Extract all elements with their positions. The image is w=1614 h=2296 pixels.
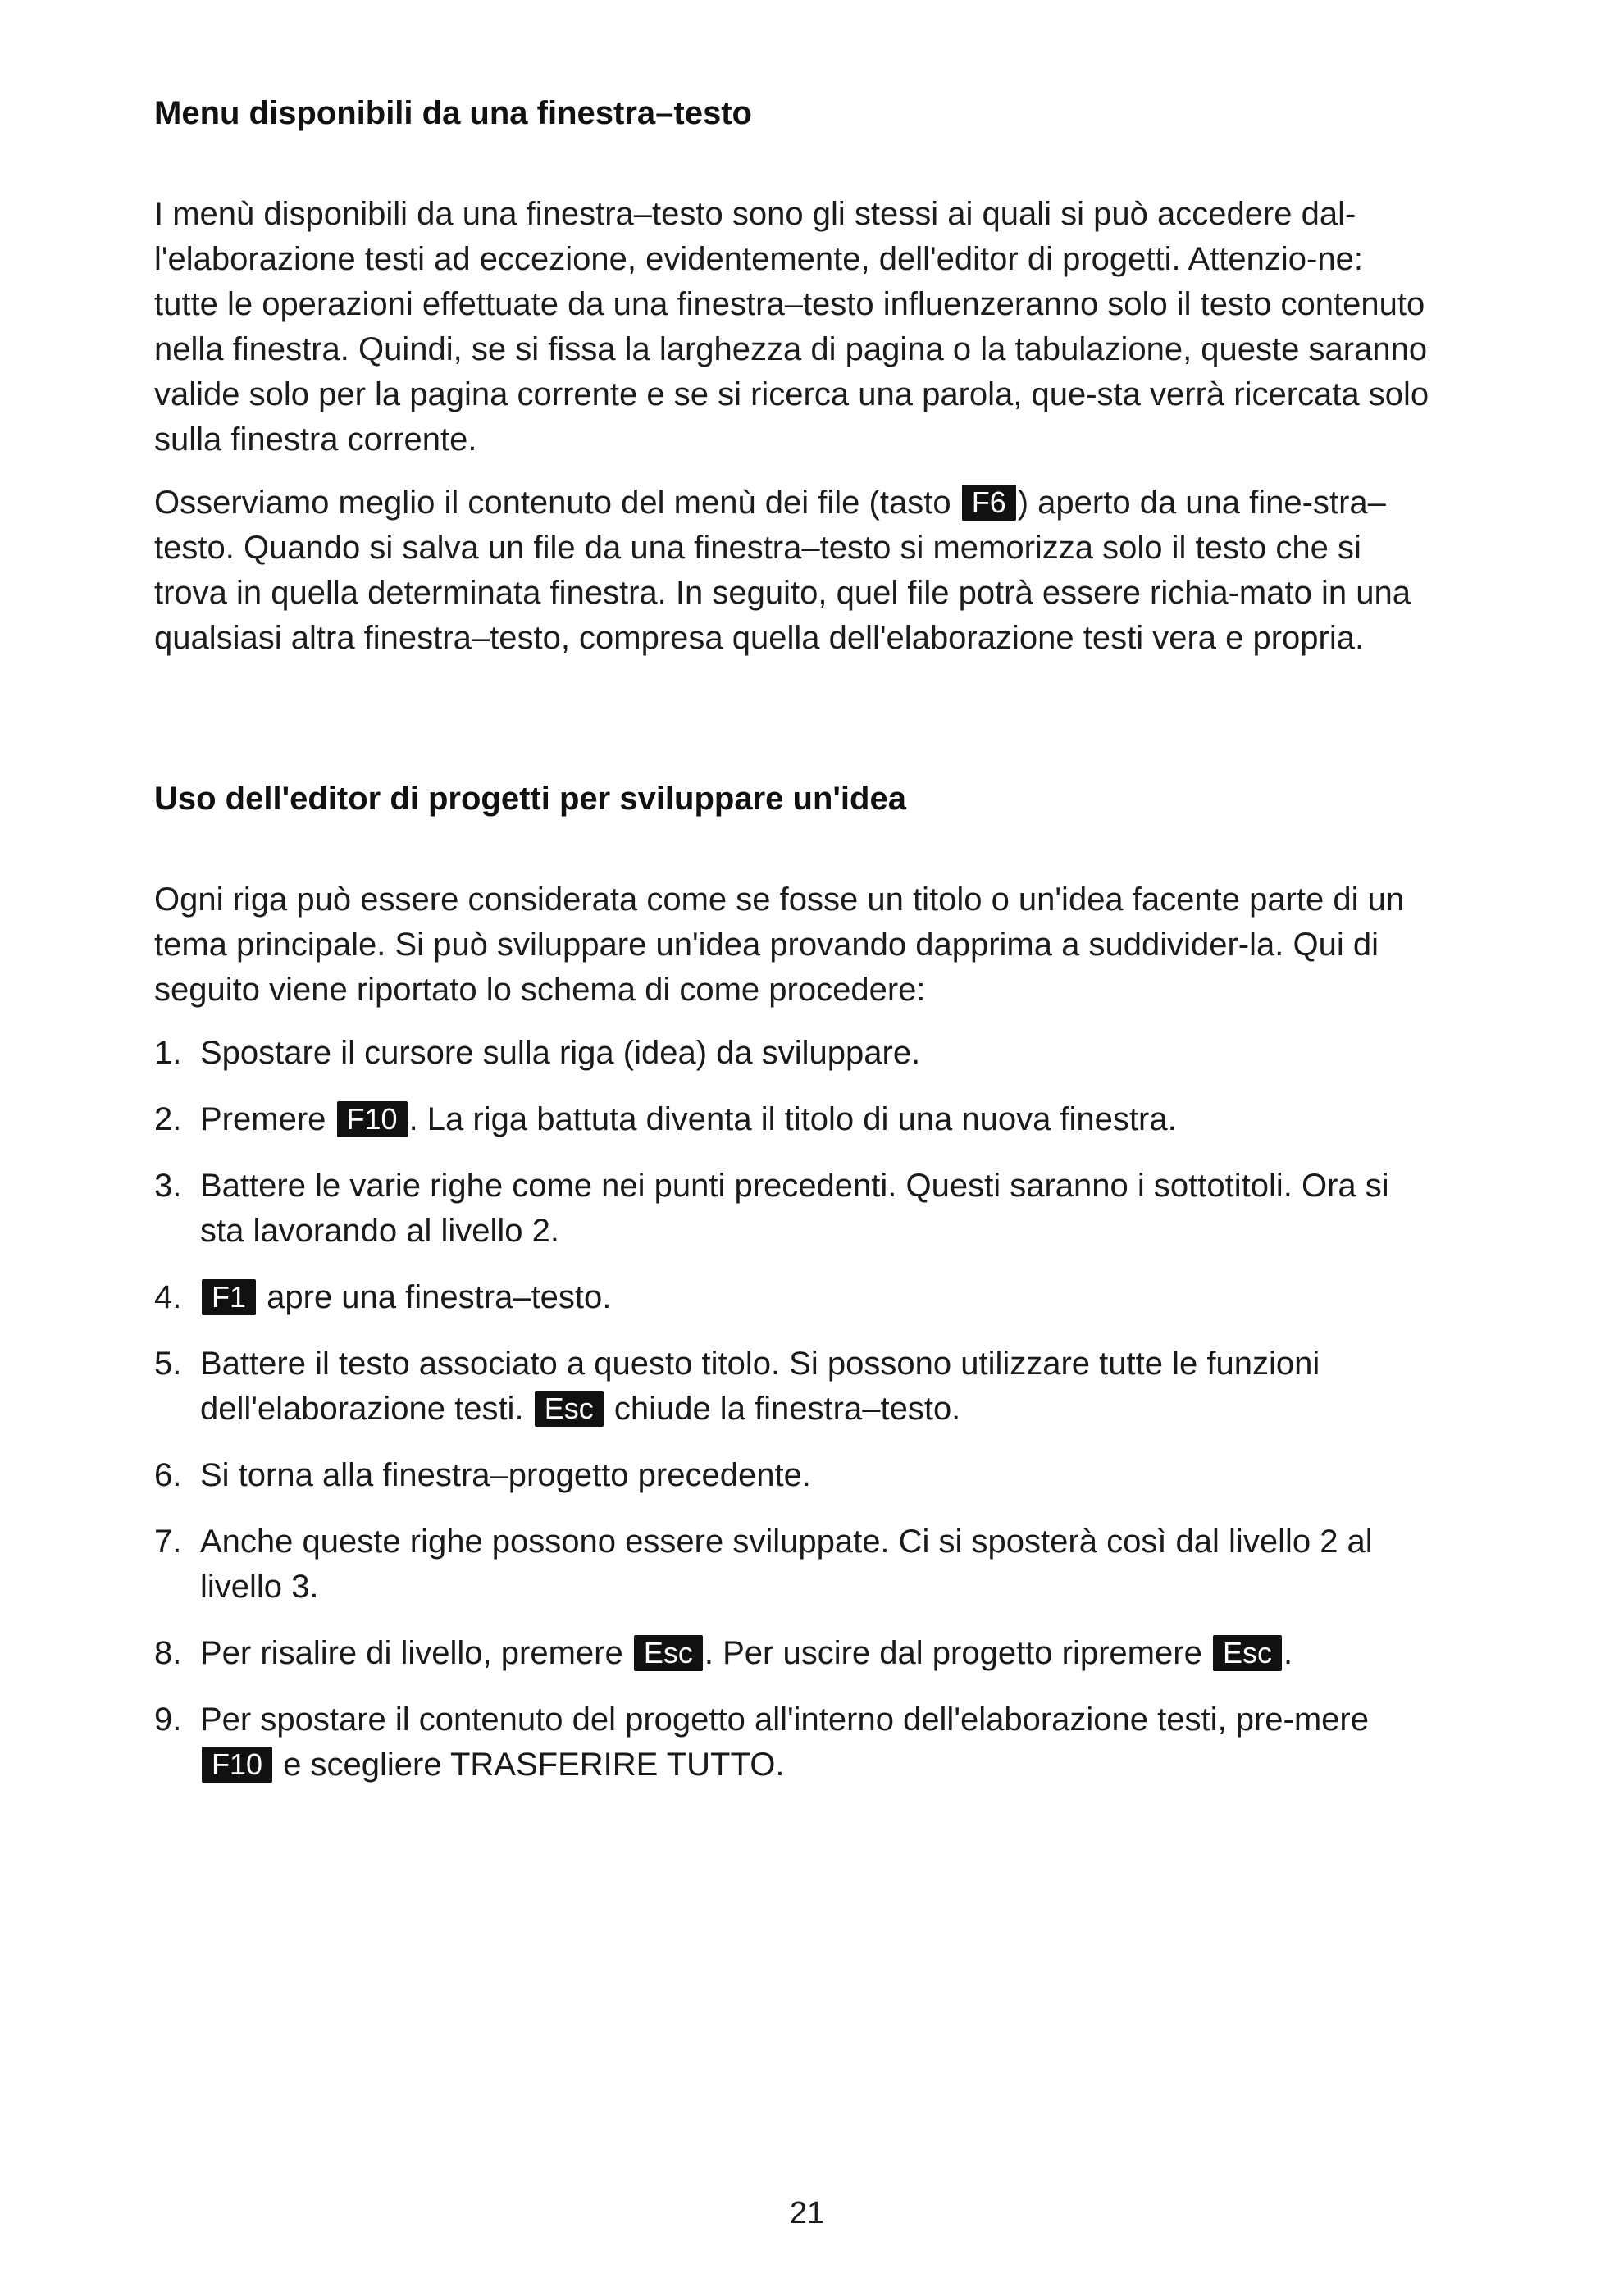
list-item	[154, 1519, 1434, 1610]
steps-list	[154, 1031, 1434, 1788]
step-number: 6.	[154, 1457, 182, 1493]
step-text-part: Battere il testo associato a questo titolo. Si possono utilizzare tutte le funzioni dell'elaborazione testi.	[200, 1346, 1320, 1427]
key-f6-icon: F6	[962, 485, 1016, 521]
step-number: 1.	[154, 1035, 182, 1071]
step-text: Battere le varie righe come nei punti precedenti. Questi saranno i sottotitoli. Ora si sta lavorando al livello 2.	[200, 1168, 1389, 1249]
step-text	[200, 1631, 1434, 1676]
section-heading: Menu disponibili da una finestra–testo	[154, 95, 752, 131]
step-text: Si torna alla finestra–progetto precedente.	[200, 1457, 811, 1493]
step-text	[200, 1275, 1434, 1320]
list-item	[154, 1031, 1434, 1076]
step-text-part: Premere	[200, 1101, 326, 1137]
step-text-part: Per risalire di livello, premere	[200, 1635, 623, 1671]
section-menu-finestra-testo	[154, 93, 1434, 661]
step-number: 8.	[154, 1635, 182, 1671]
step-text	[200, 1697, 1434, 1788]
key-esc-icon: Esc	[1213, 1635, 1282, 1671]
step-number: 3.	[154, 1168, 182, 1204]
list-item	[154, 1097, 1434, 1142]
key-esc-icon: Esc	[535, 1391, 604, 1427]
paragraph	[154, 481, 1434, 661]
step-text-part: . Per uscire dal progetto ripremere	[704, 1635, 1202, 1671]
step-text: Anche queste righe possono essere sviluppate. Ci si sposterà così dal livello 2 al livello 3.	[200, 1524, 1373, 1605]
step-text	[200, 1097, 1434, 1142]
paragraph: I menù disponibili da una finestra–testo sono gli stessi ai quali si può accedere dal-l'elaborazione testi ad eccezione, evidentemente, dell'editor di progetti. Attenzio-ne: tutte le operazioni effettuate da una finestra–testo influenzeranno solo il testo contenuto nella finestra. Quindi, se si fissa la larghezza di pagina o la tabulazione, queste saranno valide solo per la pagina corrente e se si ricerca una parola, que-sta verrà ricercata solo sulla finestra corrente.	[154, 196, 1429, 458]
step-text-part: . La riga battuta diventa il titolo di una nuova finestra.	[408, 1101, 1177, 1137]
list-item	[154, 1164, 1434, 1254]
step-text-part: apre una finestra–testo.	[258, 1279, 612, 1315]
step-text-part: e scegliere TRASFERIRE TUTTO.	[274, 1747, 785, 1783]
step-number: 7.	[154, 1524, 182, 1560]
page-number: 21	[789, 2196, 825, 2230]
paragraph: Ogni riga può essere considerata come se fosse un titolo o un'idea facente parte di un tema principale. Si può sviluppare un'idea provando dapprima a suddivider-la. Qui di seguito viene riportato lo schema di come procedere:	[154, 882, 1405, 1008]
list-item	[154, 1275, 1434, 1320]
section-heading: Uso dell'editor di progetti per sviluppare un'idea	[154, 781, 906, 817]
step-text-part: chiude la finestra–testo.	[604, 1391, 961, 1427]
step-number: 2.	[154, 1101, 182, 1137]
step-text	[200, 1342, 1434, 1432]
step-text-part: Per spostare il contenuto del progetto all'interno dell'elaborazione testi, pre-mere	[200, 1702, 1369, 1738]
step-text-part: .	[1283, 1635, 1293, 1671]
step-number: 9.	[154, 1702, 182, 1738]
step-number: 5.	[154, 1346, 182, 1382]
section-editor-progetti	[154, 779, 1434, 1809]
list-item	[154, 1631, 1434, 1676]
list-item	[154, 1453, 1434, 1498]
paragraph-text: ) aperto da una fine-stra–testo. Quando si salva un file da una finestra–testo si memorizza solo il testo che si trova in quella determinata finestra. In seguito, quel file potrà essere richia-mato in una qualsiasi altra finestra–testo, compresa quella dell'elaborazione testi vera e propria.	[154, 485, 1411, 656]
key-f1-icon: F1	[202, 1279, 256, 1315]
step-text: Spostare il cursore sulla riga (idea) da sviluppare.	[200, 1035, 921, 1071]
step-number: 4.	[154, 1279, 182, 1315]
key-esc-icon: Esc	[634, 1635, 703, 1671]
key-f10-icon: F10	[202, 1747, 272, 1783]
key-f10-icon: F10	[337, 1101, 408, 1137]
list-item	[154, 1697, 1434, 1788]
paragraph-text: Osserviamo meglio il contenuto del menù dei file (tasto	[154, 485, 951, 521]
list-item	[154, 1342, 1434, 1432]
